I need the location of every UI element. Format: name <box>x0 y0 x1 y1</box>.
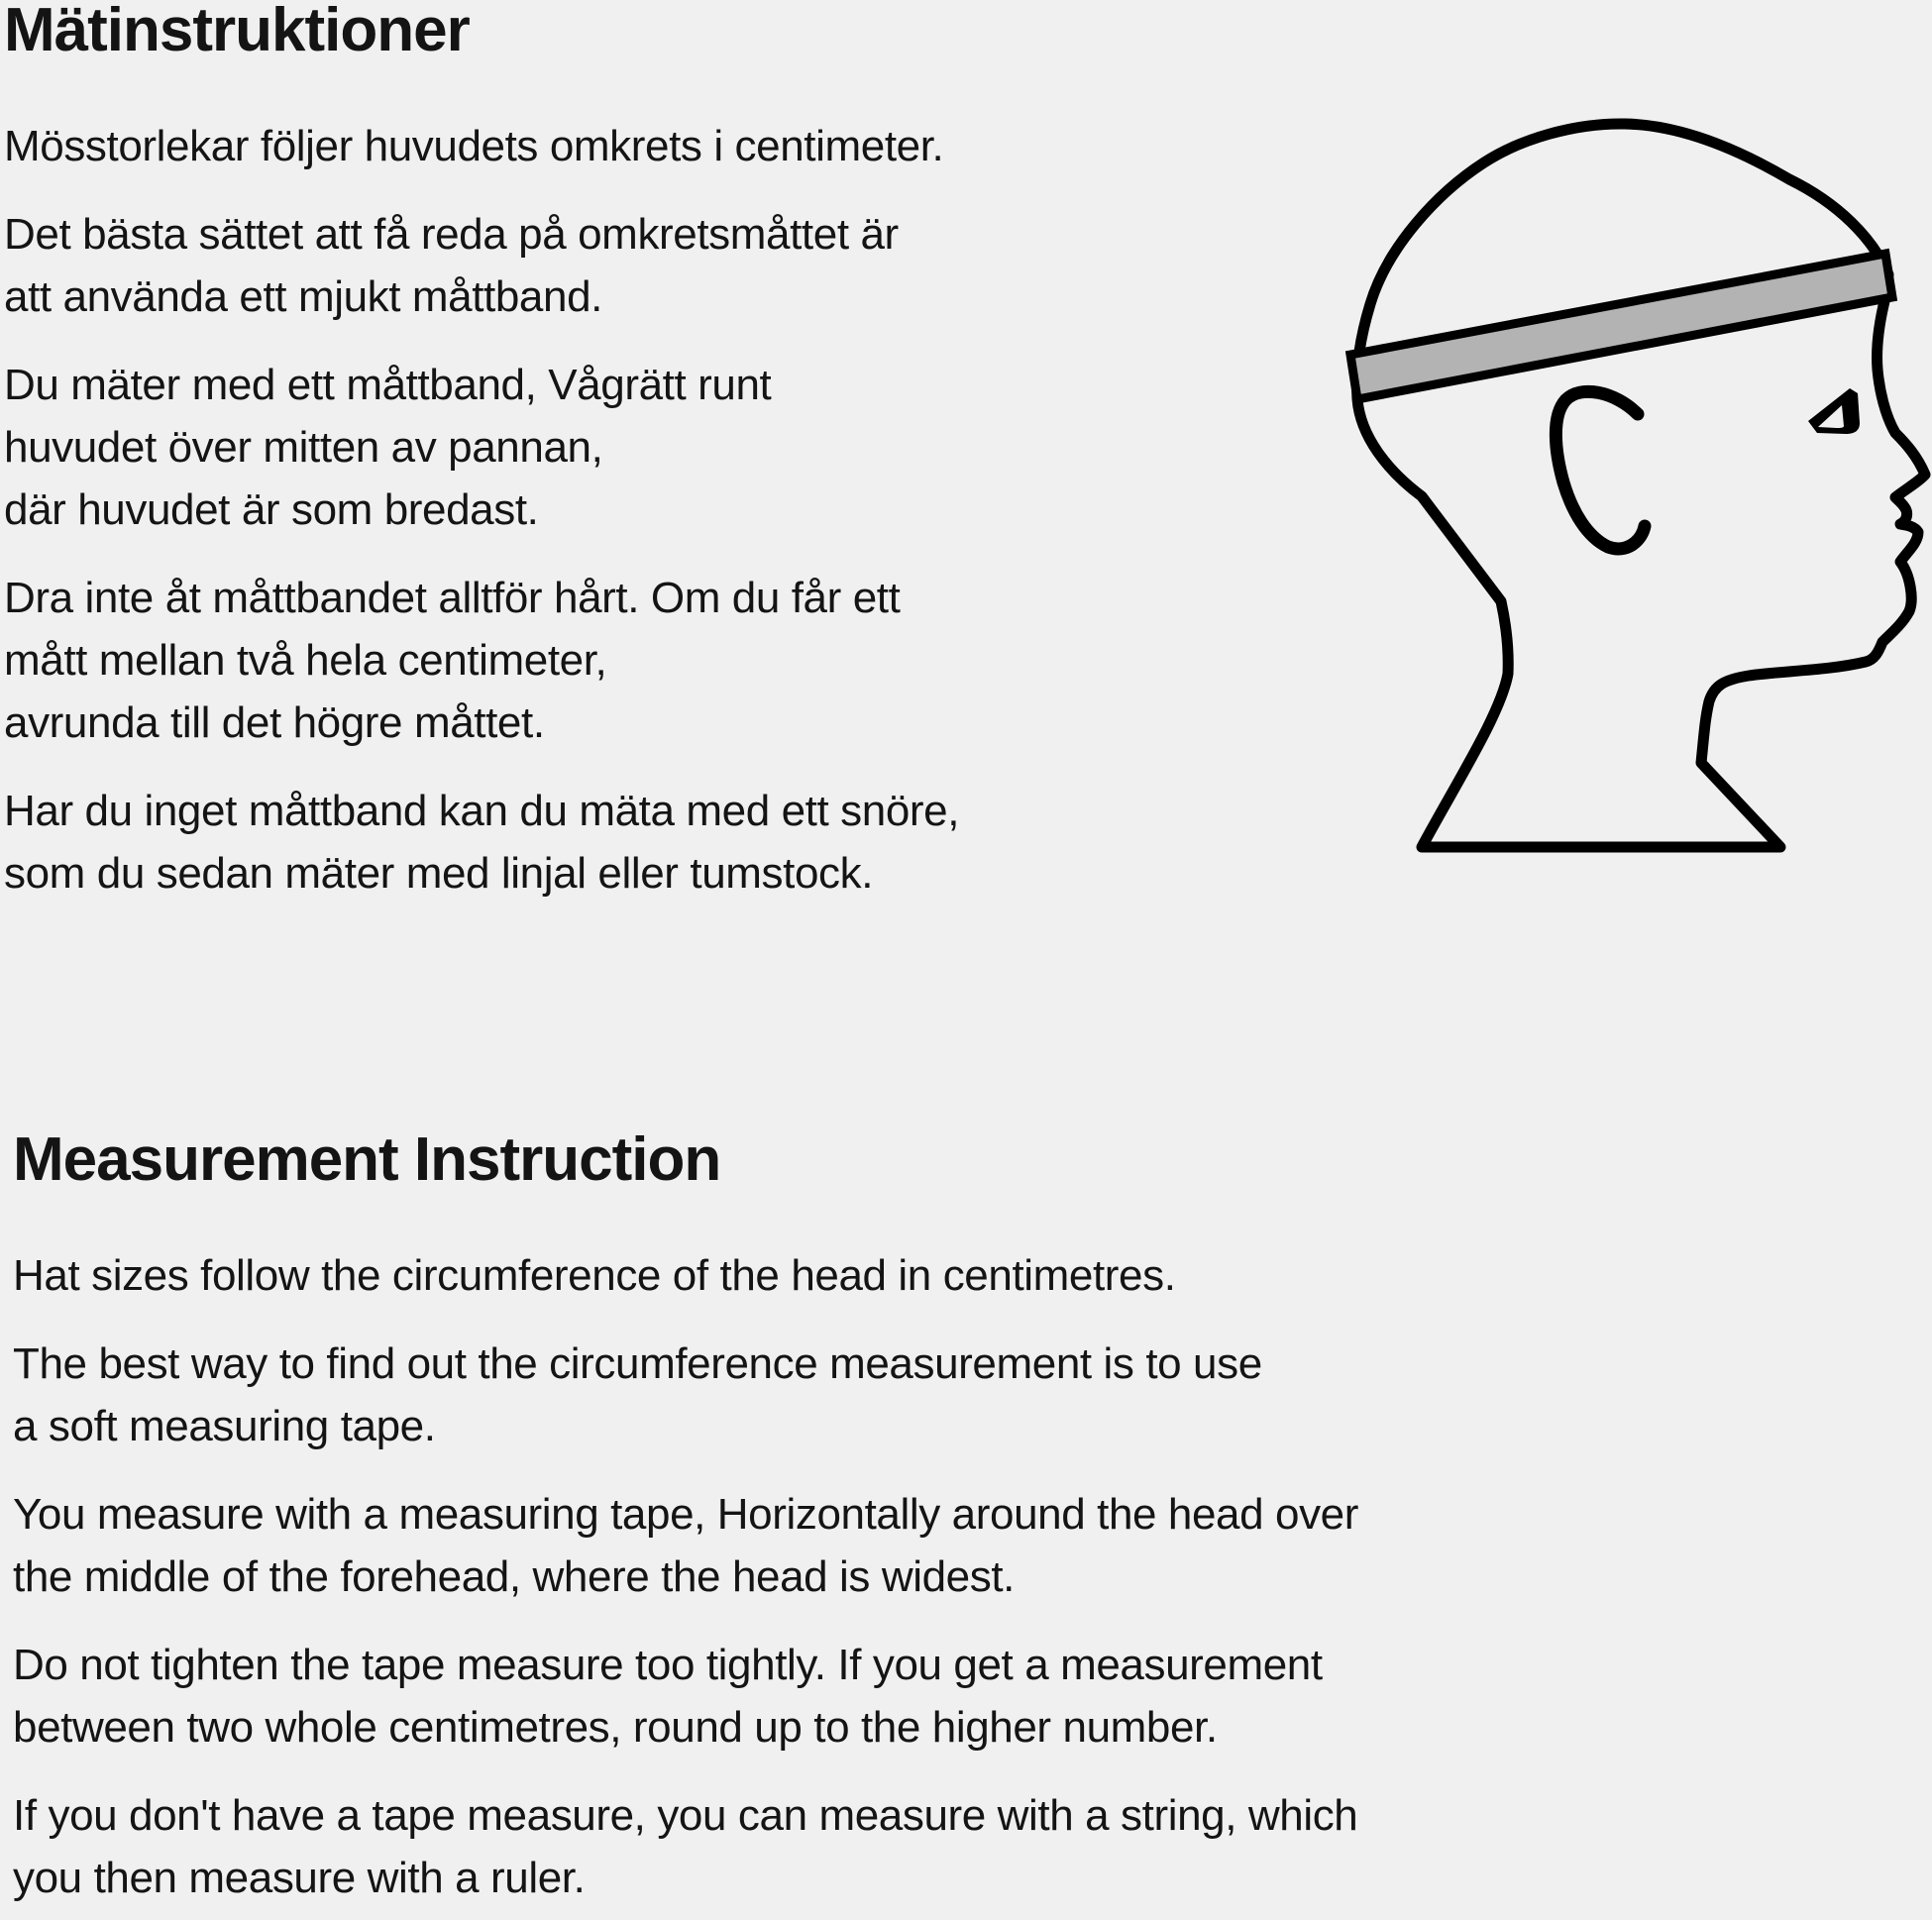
paragraph-line: Hat sizes follow the circumference of the head in centimetres. <box>13 1251 1176 1300</box>
head-outline-path <box>1357 124 1925 847</box>
paragraph-line: You measure with a measuring tape, Horizontally around the head over <box>13 1490 1359 1539</box>
paragraph-line: Har du inget måttband kan du mäta med ett snöre, <box>4 787 960 835</box>
paragraph-line: som du sedan mäter med linjal eller tumstock. <box>4 849 874 898</box>
paragraph-line: you then measure with a ruler. <box>13 1854 586 1902</box>
paragraph-line: huvudet över mitten av pannan, <box>4 423 603 472</box>
paragraph-line: avrunda till det högre måttet. <box>4 698 545 747</box>
paragraph <box>4 115 1332 177</box>
measuring-tape-band <box>1350 254 1892 399</box>
ear-path <box>1556 391 1645 549</box>
english-section-title: Measurement Instruction <box>13 1125 721 1194</box>
paragraph <box>4 567 1332 754</box>
paragraph-line: Det bästa sättet att få reda på omkretsmåttet är <box>4 210 899 259</box>
paragraph <box>13 1483 1925 1608</box>
paragraph-line: där huvudet är som bredast. <box>4 485 539 534</box>
swedish-instructions-section <box>0 0 1332 930</box>
paragraph-line: att använda ett mjukt måttband. <box>4 272 602 321</box>
paragraph <box>13 1333 1925 1457</box>
paragraph-line: If you don't have a tape measure, you can measure with a string, which <box>13 1791 1358 1840</box>
paragraph-line: The best way to find out the circumference measurement is to use <box>13 1339 1262 1388</box>
paragraph-line: Du mäter med ett måttband, Vågrätt runt <box>4 361 772 409</box>
head-profile-illustration <box>1328 79 1932 872</box>
paragraph-line: Do not tighten the tape measure too tightly. If you get a measurement <box>13 1641 1323 1689</box>
paragraph <box>4 203 1332 328</box>
paragraph-line: between two whole centimetres, round up to the higher number. <box>13 1703 1218 1752</box>
paragraph <box>4 780 1332 905</box>
paragraph <box>13 1244 1925 1307</box>
paragraph <box>4 354 1332 541</box>
paragraph-line: a soft measuring tape. <box>13 1402 436 1450</box>
paragraph-line: the middle of the forehead, where the head is widest. <box>13 1552 1015 1601</box>
paragraph-line: mått mellan två hela centimeter, <box>4 636 607 685</box>
english-instructions-section <box>0 1125 1925 1920</box>
paragraph <box>13 1784 1925 1909</box>
paragraph <box>13 1634 1925 1759</box>
head-profile-svg <box>1328 79 1932 872</box>
paragraph-line: Dra inte åt måttbandet alltför hårt. Om du får ett <box>4 574 901 622</box>
paragraph-line: Mösstorlekar följer huvudets omkrets i centimeter. <box>4 122 944 170</box>
swedish-section-title: Mätinstruktioner <box>4 0 470 64</box>
